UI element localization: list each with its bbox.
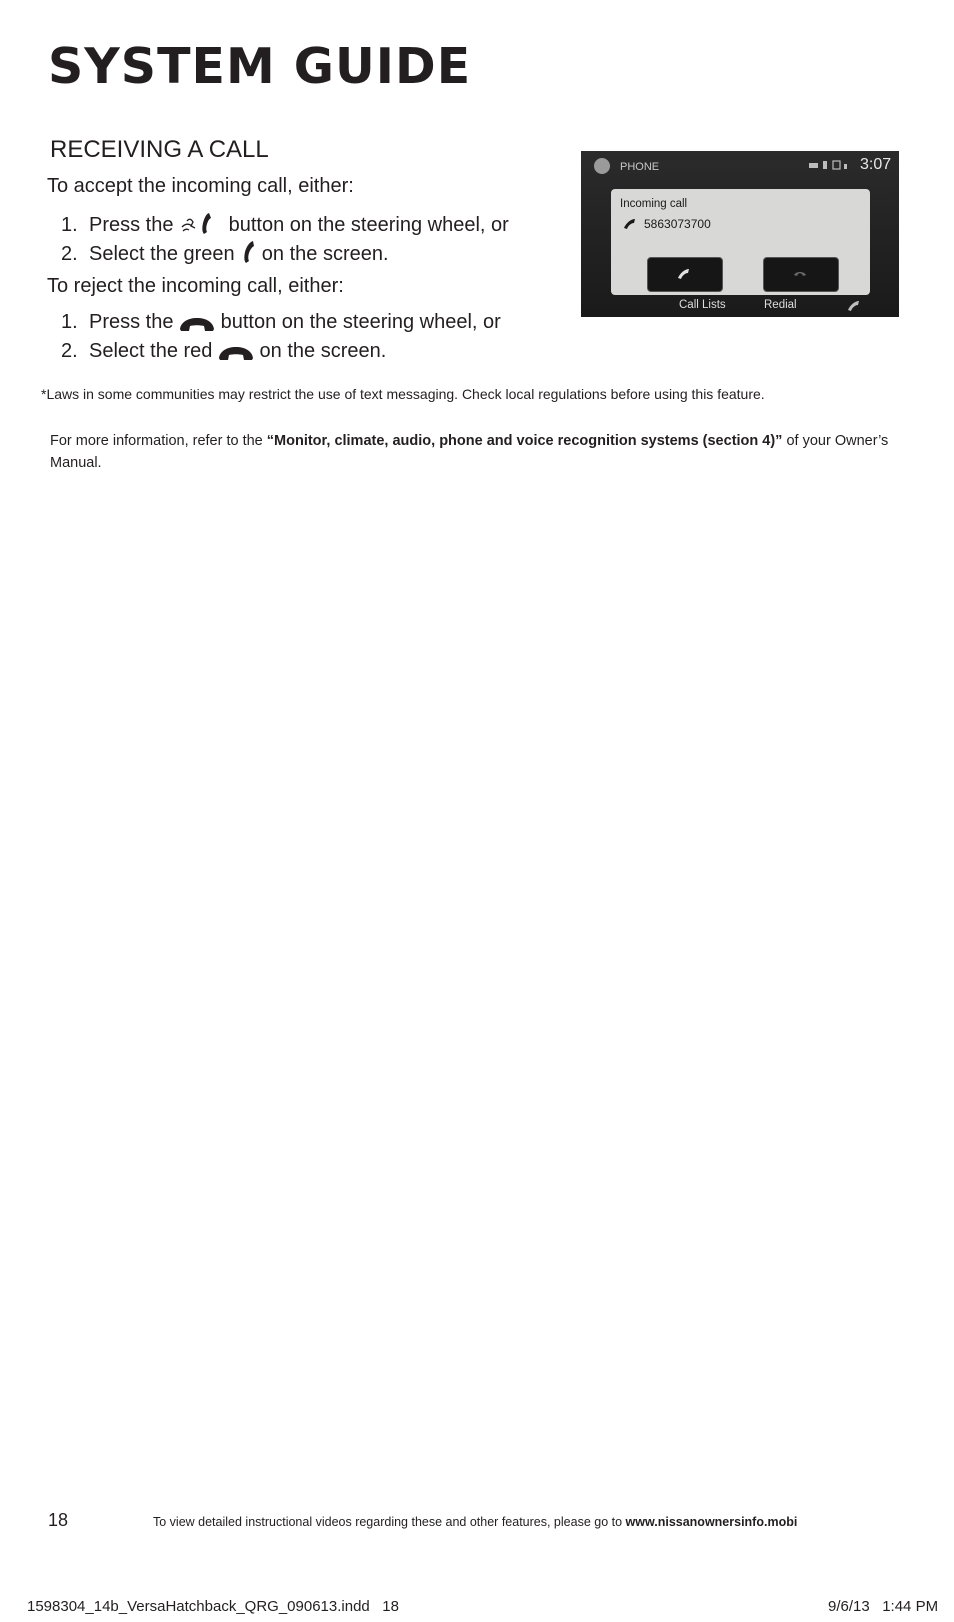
- screen-status-bar: [581, 151, 899, 177]
- step-number: 2.: [61, 243, 78, 265]
- caller-number: 5863073700: [644, 217, 711, 231]
- step-text-after: on the screen.: [259, 340, 387, 362]
- reject-intro: To reject the incoming call, either:: [47, 275, 344, 297]
- call-lists-button[interactable]: Call Lists: [679, 299, 726, 311]
- step-text-before: Press the: [89, 214, 174, 236]
- voice-phone-icon: [179, 211, 223, 241]
- page-title: SYSTEM GUIDE: [48, 38, 472, 95]
- phone-screen-photo: [581, 151, 899, 317]
- screen-header-label: PHONE: [620, 161, 660, 173]
- incoming-call-dialog: [611, 189, 870, 295]
- footer-url[interactable]: www.nissanownersinfo.mobi: [625, 1515, 798, 1529]
- redial-button[interactable]: Redial: [764, 299, 797, 311]
- accept-step-2: [61, 240, 389, 270]
- more-info-prefix: For more information, refer to the: [50, 433, 263, 449]
- hang-up-icon: [793, 268, 807, 280]
- screen-clock: 3:07: [860, 156, 892, 173]
- manual-section-reference: “Monitor, climate, audio, phone and voice recognition systems (section 4)”: [266, 433, 783, 449]
- step-number: 2.: [61, 340, 78, 362]
- step-text-after: button on the steering wheel, or: [228, 214, 509, 236]
- step-text-before: Press the: [89, 311, 174, 333]
- step-text-before: Select the red: [89, 340, 213, 362]
- reject-step-2: [61, 340, 386, 367]
- phone-handset-icon[interactable]: [847, 300, 861, 312]
- footnote: *Laws in some communities may restrict the use of text messaging. Check local regulations before using this feature.: [41, 386, 765, 402]
- step-number: 1.: [61, 311, 78, 333]
- dialog-title: Incoming call: [620, 198, 688, 210]
- phone-handset-icon: [623, 218, 637, 230]
- print-slug-date: 9/6/13 1:44 PM: [828, 1598, 939, 1615]
- print-slug-file: 1598304_14b_VersaHatchback_QRG_090613.indd 18: [27, 1598, 399, 1615]
- footer-note: [153, 1515, 797, 1529]
- phone-app-icon: [594, 158, 610, 174]
- more-info-paragraph: [50, 430, 910, 474]
- section-heading: RECEIVING A CALL: [50, 136, 269, 163]
- step-text-before: Select the green: [89, 243, 235, 265]
- accept-step-1: [61, 211, 509, 241]
- step-number: 1.: [61, 214, 78, 236]
- footer-text: To view detailed instructional videos regarding these and other features, please go to: [153, 1515, 623, 1529]
- accept-intro: To accept the incoming call, either:: [47, 175, 354, 197]
- hang-up-icon: [218, 344, 254, 367]
- accept-call-button[interactable]: [647, 257, 723, 292]
- signal-bluetooth-icon: [807, 160, 855, 170]
- step-text-after: button on the steering wheel, or: [220, 311, 501, 333]
- phone-handset-icon: [677, 268, 691, 280]
- page-number: 18: [48, 1510, 69, 1530]
- reject-step-1: [61, 311, 501, 338]
- more-info-suffix: of your Owner’s Manual.: [50, 433, 889, 471]
- step-text-after: on the screen.: [261, 243, 389, 265]
- reject-call-button[interactable]: [763, 257, 839, 292]
- hang-up-icon: [179, 315, 215, 338]
- screen-bottom-bar: [581, 297, 899, 317]
- phone-handset-icon: [240, 240, 256, 270]
